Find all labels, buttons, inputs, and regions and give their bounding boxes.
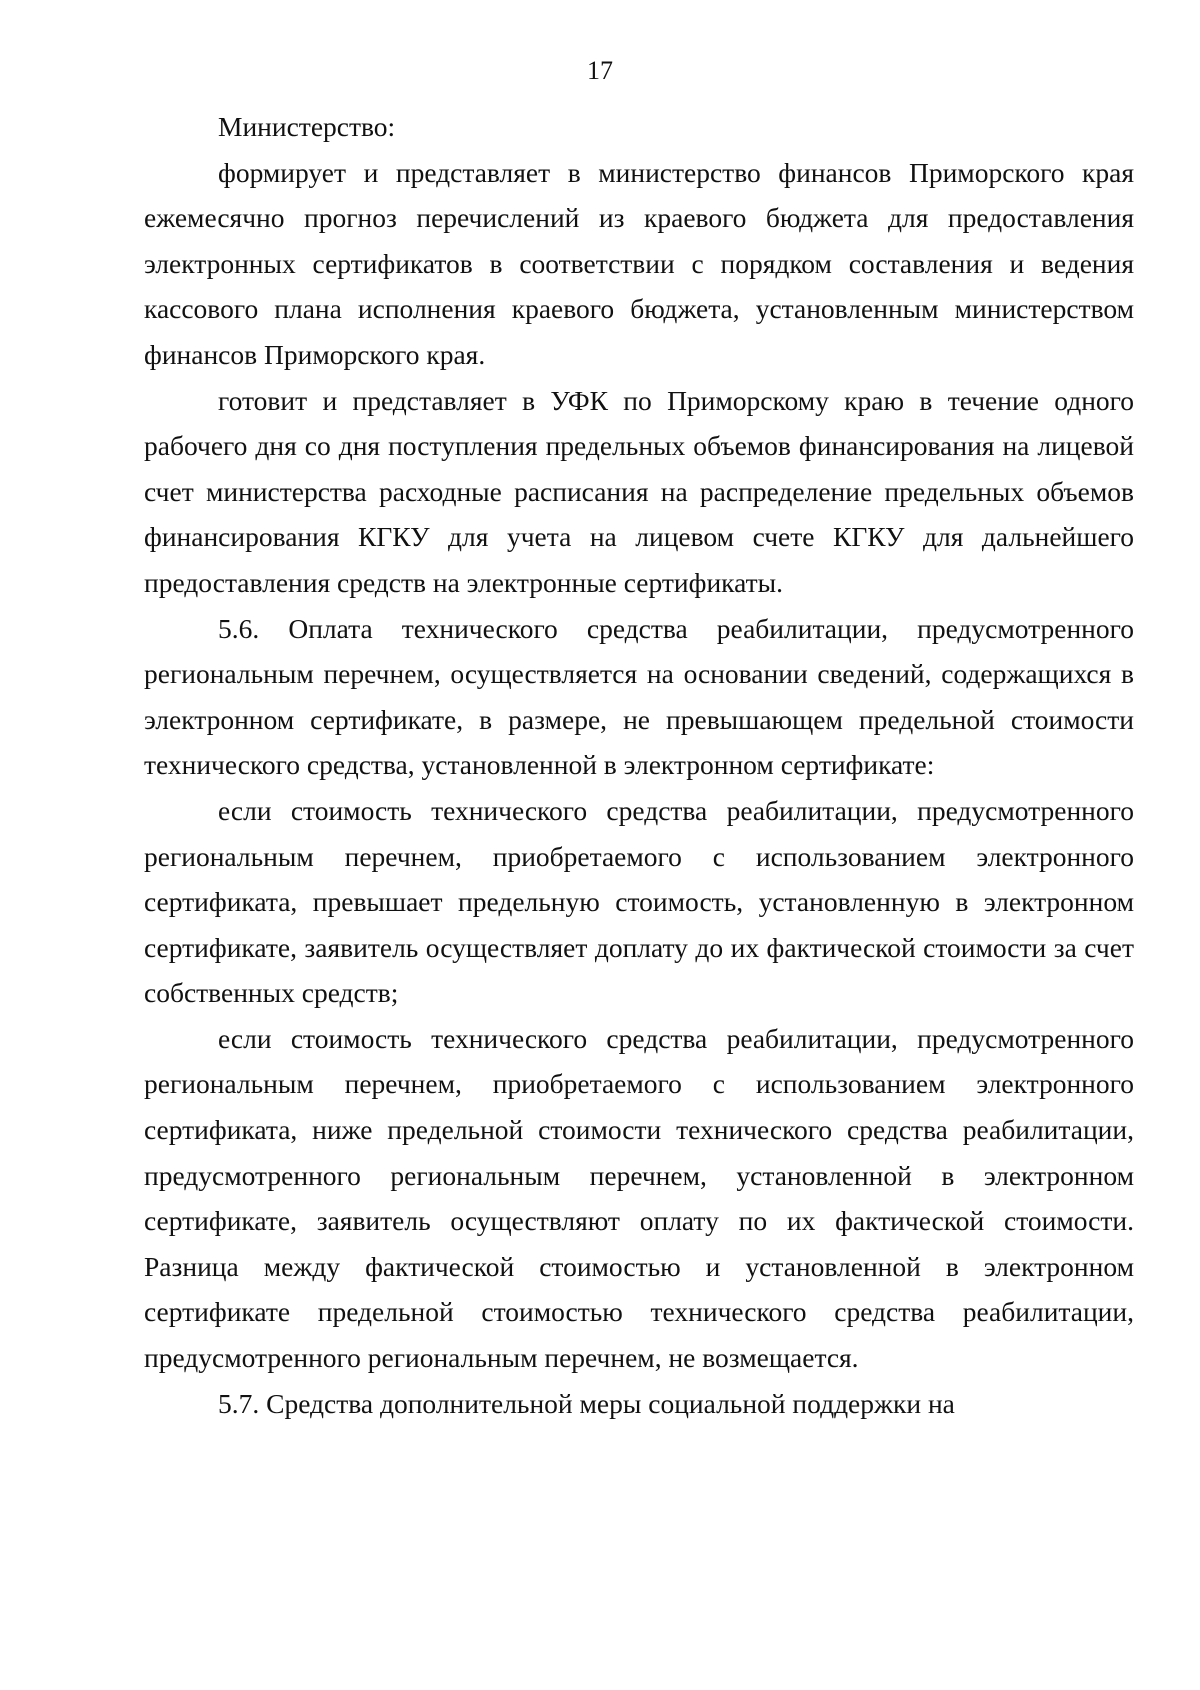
paragraph-ministry-heading: Министерство: <box>218 111 396 142</box>
paragraph-forecast: формирует и представляет в министерство финансов Приморского края ежемесячно прогноз перечислений из краевого бюджета для предоставления электронных сертификатов в соответствии с порядком составления и ведения кассового плана исполнения краевого бюджета, установленным министерством финансов Приморского края. <box>144 156 1134 370</box>
paragraph-cost-exceeds: если стоимость технического средства реабилитации, предусмотренного региональным перечнем, приобретаемого с использованием электронного сертификата, превышает предельную стоимость, установленную в электронном сертификате, заявитель осуществляет доплату до их фактической стоимости за счет собственных средств; <box>144 794 1134 1009</box>
paragraph-expense-schedules: готовит и представляет в УФК по Приморскому краю в течение одного рабочего дня со дня поступления предельных объемов финансирования на лицевой счет министерства расходные расписания на распределение предельных объемов финансирования КГКУ для учета на лицевом счете КГКУ для дальнейшего предоставления средств на электронные сертификаты. <box>144 384 1134 598</box>
paragraph-clause-5-7: 5.7. Средства дополнительной меры социальной поддержки на <box>218 1387 955 1419</box>
paragraph-clause-5-6: 5.6. Оплата технического средства реабилитации, предусмотренного региональным перечнем, осуществляется на основании сведений, содержащихся в электронном сертификате, в размере, не превышающем предельной стоимости технического средства, установленной в электронном сертификате: <box>144 612 1134 781</box>
document-body <box>144 104 1134 1426</box>
page-number: 17 <box>587 56 613 85</box>
paragraph-cost-below: если стоимость технического средства реабилитации, предусмотренного региональным перечнем, приобретаемого с использованием электронного сертификата, ниже предельной стоимости технического средства реабилитации, предусмотренного региональным перечнем, установленной в электронном сертификате, заявитель осуществляют оплату по их фактической стоимости. Разница между фактической стоимостью и установленной в электронном сертификате предельной стоимостью технического средства реабилитации, предусмотренного региональным перечнем, не возмещается. <box>144 1022 1134 1374</box>
